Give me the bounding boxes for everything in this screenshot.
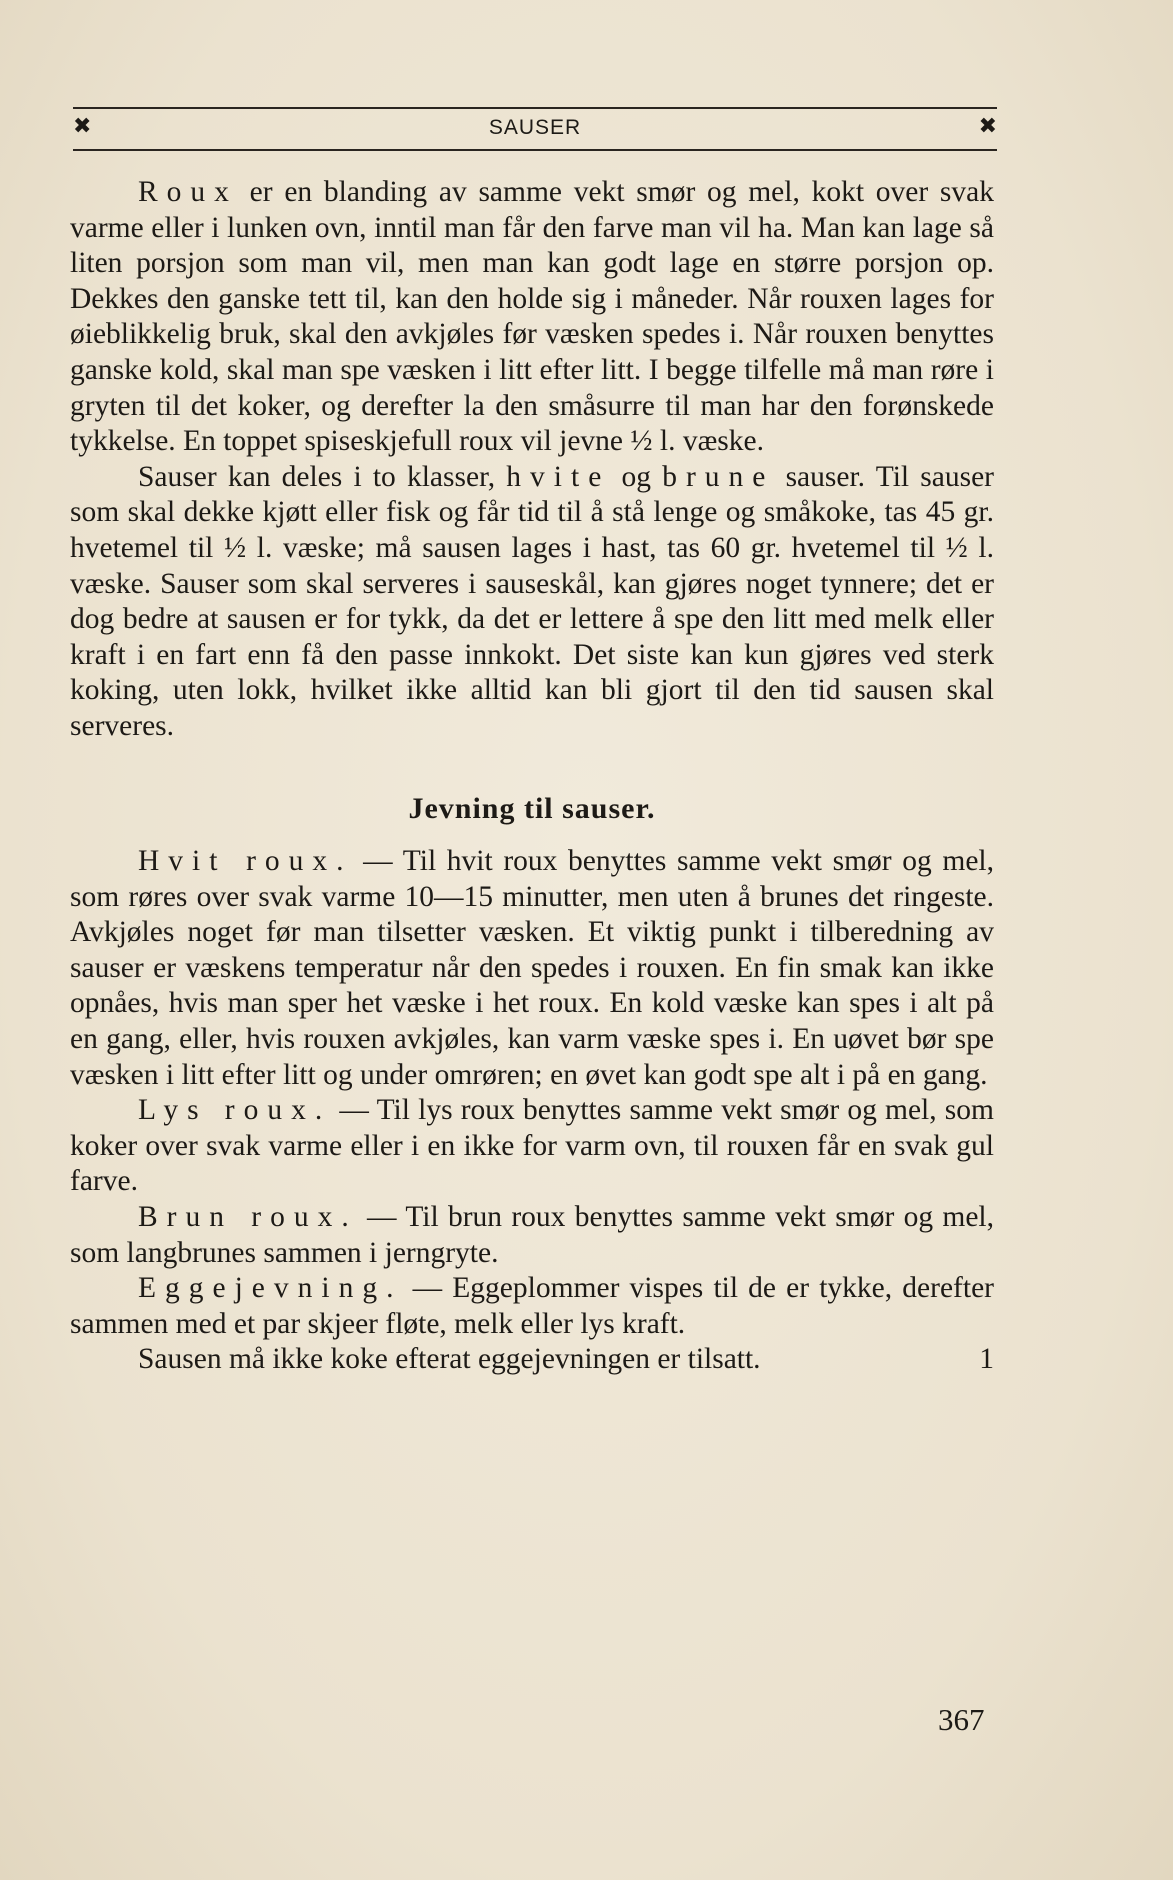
spaced-term: Brun roux. xyxy=(138,1201,358,1234)
intro-paragraph xyxy=(70,175,994,460)
footnote-marker: 1 xyxy=(979,1343,994,1376)
paragraph-text: sauser. Til sauser som skal dekke kjøtt eller fisk og får tid til å stå lenge og småkoke, tas 45 gr. hvetemel til ½ l. væske; må sausen lages i hast, tas 60 gr. hvetemel til ½ l. væske. Sauser som skal serveres i sauseskål, kan gjøres noget tynnere; det er dog bedre at sausen er for tykk, da det er lettere å spe den litt med melk eller kraft i en fart enn få den passe innkokt. Det siste kan kun gjøres ved sterk koking, uten lokk, hvilket ikke alltid kan bli gjort til den tid sausen skal serveres. xyxy=(70,460,994,742)
spaced-term: Roux xyxy=(138,176,238,208)
cross-ornament-icon: ✖ xyxy=(978,114,997,139)
paragraph-text: — Eggeplommer vispes til de er tykke, derefter sammen med et par skjeer fløte, melk eller lys kraft. xyxy=(70,1272,994,1340)
entry-paragraph xyxy=(70,844,994,1093)
paragraph-text: er en blanding av samme vekt smør og mel, kokt over svak varme eller i lunken ovn, inntil man får den farve man vil ha. Man kan lage så liten porsjon som man vil, men man kan godt lage en større porsjon op. Dekkes den ganske tett til, kan den holde sig i måneder. Når rouxen lages for øieblikkelig bruk, skal den avkjøles før væsken spedes i. Når rouxen benyttes ganske kold, skal man spe væsken i litt efter litt. I begge tilfelle må man røre i gryten til det koker, og derefter la den småsurre til man har den forønskede tykkelse. En toppet spiseskjefull roux vil jevne ½ l. væske. xyxy=(70,176,994,458)
paragraph-text: og xyxy=(610,460,663,493)
entry-paragraph xyxy=(70,1271,994,1342)
section-heading: Jevning til sauser. xyxy=(408,791,656,825)
paragraph-text: — Til brun roux benyttes samme vekt smør og mel, som langbrunes sammen i jerngryte. xyxy=(70,1201,994,1269)
sauce-classes-paragraph xyxy=(70,460,994,745)
spaced-term: Hvit roux. xyxy=(138,845,353,878)
page-body xyxy=(70,175,994,1378)
paragraph-text: Sausen må ikke koke efterat eggejevningen er tilsatt. xyxy=(138,1343,761,1376)
running-head-title: SAUSER xyxy=(488,116,582,139)
spaced-term: Eggejevning. xyxy=(138,1272,403,1305)
paragraph-text: — Til hvit roux benyttes samme vekt smør og mel, som røres over svak varme 10—15 minutter, men uten å brunes det ringeste. Avkjøles noget før man tilsetter væsken. Et viktig punkt i tilberedning av sauser er væskens temperatur når den spedes i rouxen. En fin smak kan ikke opnåes, hvis man sper het væske i het roux. En kold væske kan spes i alt på en gang, eller, hvis rouxen avkjøles, kan varm væske spes i. En uøvet bør spe væsken i litt efter litt og under omrøren; en øvet kan godt spe alt i på en gang. xyxy=(70,845,995,1091)
closing-paragraph xyxy=(70,1342,994,1378)
paragraph-text: Sauser kan deles i to klasser, xyxy=(138,460,507,493)
entry-paragraph xyxy=(70,1093,994,1200)
spaced-term: Lys roux. xyxy=(138,1094,332,1127)
cross-ornament-icon: ✖ xyxy=(73,114,92,139)
spaced-term: brune xyxy=(662,460,775,493)
page-number: 367 xyxy=(938,1702,985,1737)
spaced-term: hvite xyxy=(506,460,611,493)
paragraph-text: — Til lys roux benyttes samme vekt smør og mel, som koker over svak varme eller i en ikke for varm ovn, til rouxen får en svak gul farve. xyxy=(70,1094,994,1198)
entry-paragraph xyxy=(70,1200,994,1271)
running-header xyxy=(73,107,997,151)
